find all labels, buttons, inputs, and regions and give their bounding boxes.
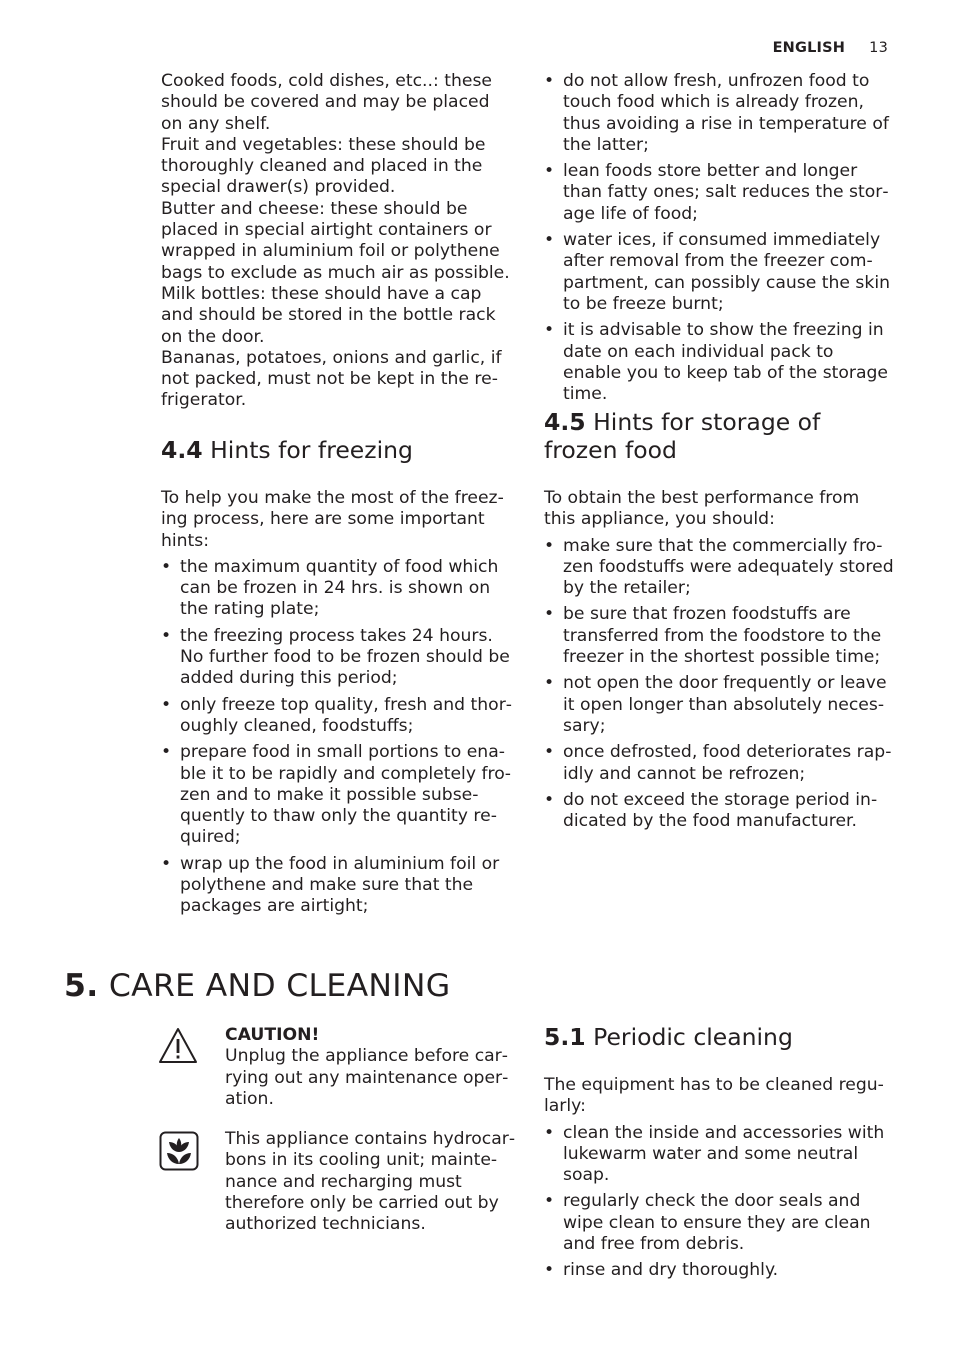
section-4-5 xyxy=(544,408,896,837)
freezing-continued xyxy=(544,71,896,410)
intro-line: Bananas, potatoes, onions and garlic, if not packed, must not be kept in the refrigerator. xyxy=(161,347,502,411)
section-heading: 5.1 Periodic cleaning xyxy=(544,1023,793,1051)
intro-line: Cooked foods, cold dishes, etc..: these should be covered and may be placed on any shelf. xyxy=(161,71,492,134)
list-item: • prepare food in small portions to enable it to be rapidly and completely frozen and to make it possible subsequently to thaw only the quantity required; xyxy=(161,742,511,848)
warning-triangle-icon xyxy=(158,1026,198,1066)
storage-intro xyxy=(161,71,513,412)
list-item: • do not exceed the storage period indicated by the food manufacturer. xyxy=(544,789,878,832)
environment-leaf-icon xyxy=(159,1131,199,1171)
freezing-hints-list-continued xyxy=(544,71,896,405)
intro-line: Milk bottles: these should have a cap and should be stored in the bottle rack on the door. xyxy=(161,283,496,347)
list-item: • only freeze top quality, fresh and thoroughly cleaned, foodstuffs; xyxy=(161,694,512,736)
list-item: • the maximum quantity of food which can be frozen in 24 hrs. is shown on the rating plate; xyxy=(161,556,499,620)
section-heading: 4.4 Hints for freezing xyxy=(161,436,413,464)
section-intro: The equipment has to be cleaned regularly: xyxy=(544,1075,884,1117)
intro-line: Butter and cheese: these should be placed in special airtight containers or wrapped in aluminium foil or polythene bags to exclude as much air as possible. xyxy=(161,198,510,283)
language-label: ENGLISH xyxy=(772,40,846,56)
list-item: • the freezing process takes 24 hours. No further food to be frozen should be added during this period; xyxy=(161,625,510,689)
list-item: • be sure that frozen foodstuffs are transferred from the foodstore to the freezer in the shortest possible time; xyxy=(544,604,882,668)
list-item: • clean the inside and accessories with lukewarm water and some neutral soap. xyxy=(544,1122,885,1186)
page-number: 13 xyxy=(869,40,888,56)
list-item: • rinse and dry thoroughly. xyxy=(544,1260,779,1281)
section-4-4 xyxy=(161,436,513,923)
list-item: • regularly check the door seals and wipe clean to ensure they are clean and free from debris. xyxy=(544,1191,871,1255)
list-item: • wrap up the food in aluminium foil or polythene and make sure that the packages are airtight; xyxy=(161,853,500,917)
list-item: • it is advisable to show the freezing in date on each individual pack to enable you to keep tab of the storage time. xyxy=(544,320,888,405)
list-item: • make sure that the commercially frozen foodstuffs were adequately stored by the retailer; xyxy=(544,535,894,599)
caution-title: CAUTION! xyxy=(225,1025,320,1045)
caution-text: Unplug the appliance before carrying out any maintenance operation. xyxy=(225,1046,509,1109)
environment-note xyxy=(225,1129,517,1235)
freezing-hints-list xyxy=(161,557,513,918)
section-intro: To obtain the best performance from this appliance, you should: xyxy=(544,488,860,530)
page-header xyxy=(773,38,888,59)
section-5-1 xyxy=(544,1023,896,1287)
section-heading: 4.5 Hints for storage of frozen food xyxy=(544,408,821,464)
list-item: • lean foods store better and longer than fatty ones; salt reduces the storage life of food; xyxy=(544,161,889,224)
storage-hints-list xyxy=(544,536,896,833)
section-intro: To help you make the most of the freezing process, here are some important hints: xyxy=(161,488,504,551)
list-item: • once defrosted, food deteriorates rapidly and cannot be refrozen; xyxy=(544,742,892,784)
caution-note xyxy=(225,1025,517,1110)
list-item: • do not allow fresh, unfrozen food to touch food which is already frozen, thus avoiding a rise in temperature of the latter; xyxy=(544,71,889,155)
cleaning-list xyxy=(544,1123,896,1282)
intro-line: Fruit and vegetables: these should be thoroughly cleaned and placed in the special drawer(s) provided. xyxy=(161,134,486,198)
list-item: • not open the door frequently or leave it open longer than absolutely necessary; xyxy=(544,673,887,736)
chapter-title: CARE AND CLEANING xyxy=(108,968,451,1004)
chapter-number: 5. xyxy=(64,968,99,1004)
chapter-heading xyxy=(64,967,450,1005)
list-item: • water ices, if consumed immediately after removal from the freezer compartment, can possibly cause the skin to be freeze burnt; xyxy=(544,230,891,314)
environment-text: This appliance contains hydrocarbons in its cooling unit; maintenance and recharging must therefore only be carried out by authorized technicians. xyxy=(225,1129,516,1235)
